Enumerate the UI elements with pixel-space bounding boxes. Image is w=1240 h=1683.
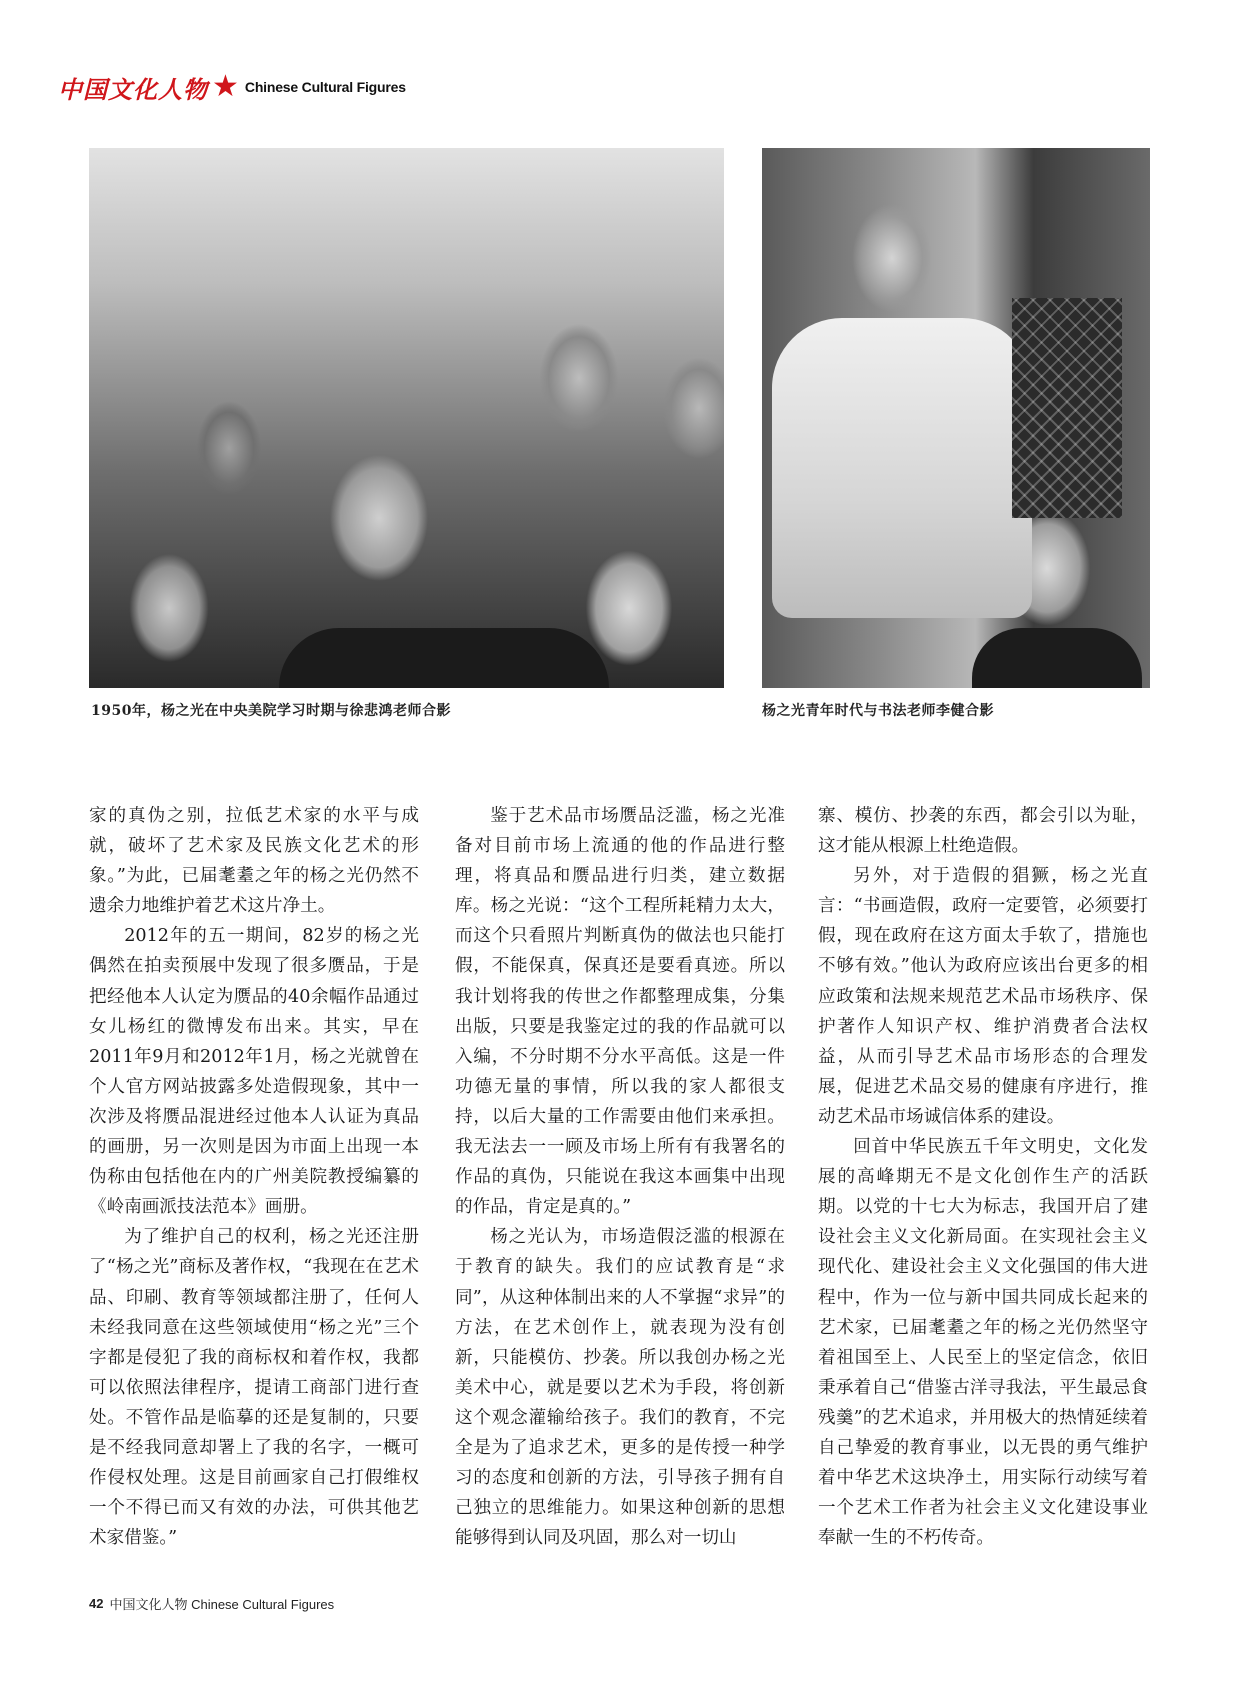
paragraph: 为了维护自己的权利，杨之光还注册了“杨之光”商标及著作权，“我现在在艺术品、印刷、教育等领域都注册了，任何人未经我同意在这些领域使用“杨之光”三个字都是侵犯了我的商标权和着作权，我都可以依照法律程序，提请工商部门进行查处。不管作品是临摹的还是复制的，只要是不经我同意却署上了我的名字，一概可作侵权处理。这是目前画家自己打假维权一个不得已而又有效的办法，可供其他艺术家借鉴。”	[89, 1227, 419, 1549]
text-column-1	[89, 801, 419, 1553]
page-number: 42	[89, 1596, 104, 1611]
paragraph: 寨、模仿、抄袭的东西，都会引以为耻，这才能从根源上杜绝造假。	[818, 806, 1148, 857]
brand-title-cn: 中国文化人物	[58, 74, 208, 104]
group-photo-xu-beihong	[89, 148, 724, 688]
photo-figure-coat	[279, 628, 609, 688]
paragraph: 2012年的五一期间，82岁的杨之光偶然在拍卖预展中发现了很多赝品，于是把经他本人认定为赝品的40余幅作品通过女儿杨红的微博发布出来。其实，早在2011年9月和2012年1月，杨之光就曾在个人官方网站披露多处造假现象，其中一次涉及将赝品混进经过他本人认证为真品的画册，另一次则是因为市面上出现一本伪称由包括他在内的广州美院教授编纂的《岭南画派技法范本》画册。	[89, 926, 419, 1218]
photo-caption-left: 1950年，杨之光在中央美院学习时期与徐悲鸿老师合影	[91, 703, 451, 719]
page-footer	[89, 1594, 334, 1613]
photo-caption-right: 杨之光青年时代与书法老师李健合影	[762, 703, 994, 719]
brand-title-en: Chinese Cultural Figures	[244, 79, 406, 95]
paragraph: 另外，对于造假的猖獗，杨之光直言：“书画造假，政府一定要管，必须要打假，现在政府在这方面太手软了，措施也不够有效。”他认为政府应该出台更多的相应政策和法规来规范艺术品市场秩序、保护著作人知识产权、维护消费者合法权益，从而引导艺术品市场形态的合理发展，促进艺术品交易的健康有序进行，推动艺术品市场诚信体系的建设。	[818, 866, 1148, 1127]
paragraph: 家的真伪之别，拉低艺术家的水平与成就，破坏了艺术家及民族文化艺术的形象。”为此，已届耄耋之年的杨之光仍然不遗余力地维护着艺术这片净土。	[89, 806, 419, 917]
footer-title: 中国文化人物 Chinese Cultural Figures	[109, 1597, 335, 1612]
paragraph: 鉴于艺术品市场赝品泛滥，杨之光准备对目前市场上流通的他的作品进行整理，将真品和赝品进行归类，建立数据库。杨之光说：“这个工程所耗精力太大，而这个只看照片判断真伪的做法也只能打假，不能保真，保真还是要看真迹。所以我计划将我的传世之作都整理成集，分集出版，只要是我鉴定过的我的作品就可以入编，不分时期不分水平高低。这是一件功德无量的事情，所以我的家人都很支持，以后大量的工作需要由他们来承担。我无法去一一顾及市场上所有有我署名的作品的真伪，只能说在我这本画集中出现的作品，肯定是真的。”	[455, 806, 785, 1218]
photo-figure-shirt	[772, 318, 1032, 618]
page-header	[58, 69, 406, 104]
photo-with-li-jian	[762, 148, 1150, 688]
text-column-2	[455, 801, 785, 1553]
photo-figure-coat	[972, 628, 1142, 688]
paragraph: 杨之光认为，市场造假泛滥的根源在于教育的缺失。我们的应试教育是“求同”，从这种体制出来的人不掌握“求异”的方法，在艺术创作上，就表现为没有创新，只能模仿、抄袭。所以我创办杨之光美术中心，就是要以艺术为手段，将创新这个观念灌输给孩子。我们的教育，不完全是为了追求艺术，更多的是传授一种学习的态度和创新的方法，引导孩子拥有自己独立的思维能力。如果这种创新的思想能够得到认同及巩固，那么对一切山	[455, 1227, 785, 1549]
text-column-3	[818, 801, 1148, 1553]
photo-window-mesh	[1012, 298, 1122, 518]
paragraph: 回首中华民族五千年文明史，文化发展的高峰期无不是文化创作生产的活跃期。以党的十七大为标志，我国开启了建设社会主义文化新局面。在实现社会主义现代化、建设社会主义文化强国的伟大进程中，作为一位与新中国共同成长起来的艺术家，已届耄耋之年的杨之光仍然坚守着祖国至上、人民至上的坚定信念，依旧秉承着自己“借鉴古洋寻我法，平生最忌食残羹”的艺术追求，并用极大的热情延续着自己挚爱的教育事业，以无畏的勇气维护着中华艺术这块净土，用实际行动续写着一个艺术工作者为社会主义文化建设事业奉献一生的不朽传奇。	[818, 1137, 1148, 1549]
star-icon: ★	[212, 69, 239, 104]
